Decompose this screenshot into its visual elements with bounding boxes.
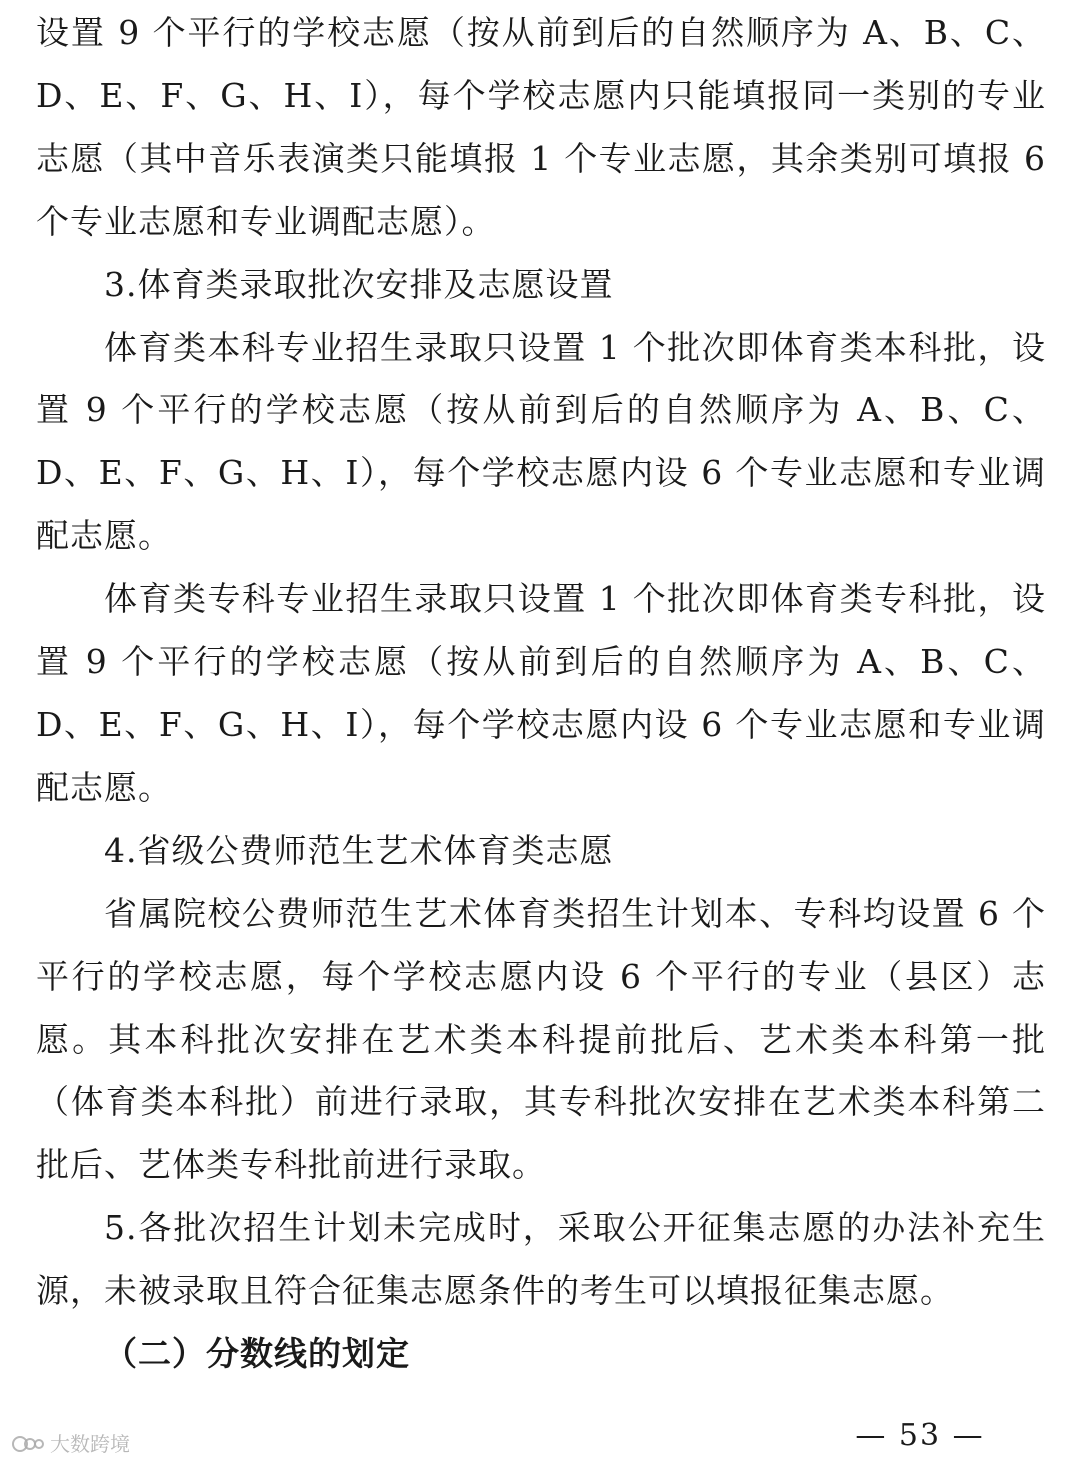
- paragraph-sports-undergrad: 体育类本科专业招生录取只设置 1 个批次即体育类本科批，设置 9 个平行的学校志愿（按从前到后的自然顺序为 A、B、C、D、E、F、G、H、I），每个学校志愿内设 6 个专业志愿和专业调配志愿。: [36, 327, 1046, 556]
- paragraph-continuation: 设置 9 个平行的学校志愿（按从前到后的自然顺序为 A、B、C、D、E、F、G、H、I），每个学校志愿内只能填报同一类别的专业志愿（其中音乐表演类只能填报 1 个专业志愿，其余类别可填报 6 个专业志愿和专业调配志愿）。: [36, 13, 1046, 241]
- paragraph-sports-college: 体育类专科专业招生录取只设置 1 个批次即体育类专科批，设置 9 个平行的学校志愿（按从前到后的自然顺序为 A、B、C、D、E、F、G、H、I），每个学校志愿内设 6 个专业志愿和专业调配志愿。: [36, 579, 1046, 807]
- paragraph-solicitation: 5.各批次招生计划未完成时，采取公开征集志愿的办法补充生源，未被录取且符合征集志愿条件的考生可以填报征集志愿。: [36, 1208, 1046, 1311]
- paragraph-normal-students: 省属院校公费师范生艺术体育类招生计划本、专科均设置 6 个平行的学校志愿，每个学校志愿内设 6 个平行的专业（县区）志愿。其本科批次安排在艺术类本科提前批后、艺术类本科第一批（体育类本科批）前进行录取，其专科批次安排在艺术类本科第二批后、艺体类专科批前进行录取。: [36, 893, 1046, 1185]
- subsection-heading-score-lines: （二）分数线的划定: [104, 1334, 410, 1374]
- section-heading-4: 4.省级公费师范生艺术体育类志愿: [104, 830, 614, 870]
- document-body: [36, 2, 1046, 1386]
- section-heading-3: 3.体育类录取批次安排及志愿设置: [104, 264, 614, 304]
- watermark-text: 大数跨境: [50, 1432, 130, 1456]
- page-number: — 53 —: [855, 1418, 985, 1453]
- watermark: [10, 1428, 130, 1457]
- weibo-logo-icon: [10, 1433, 46, 1453]
